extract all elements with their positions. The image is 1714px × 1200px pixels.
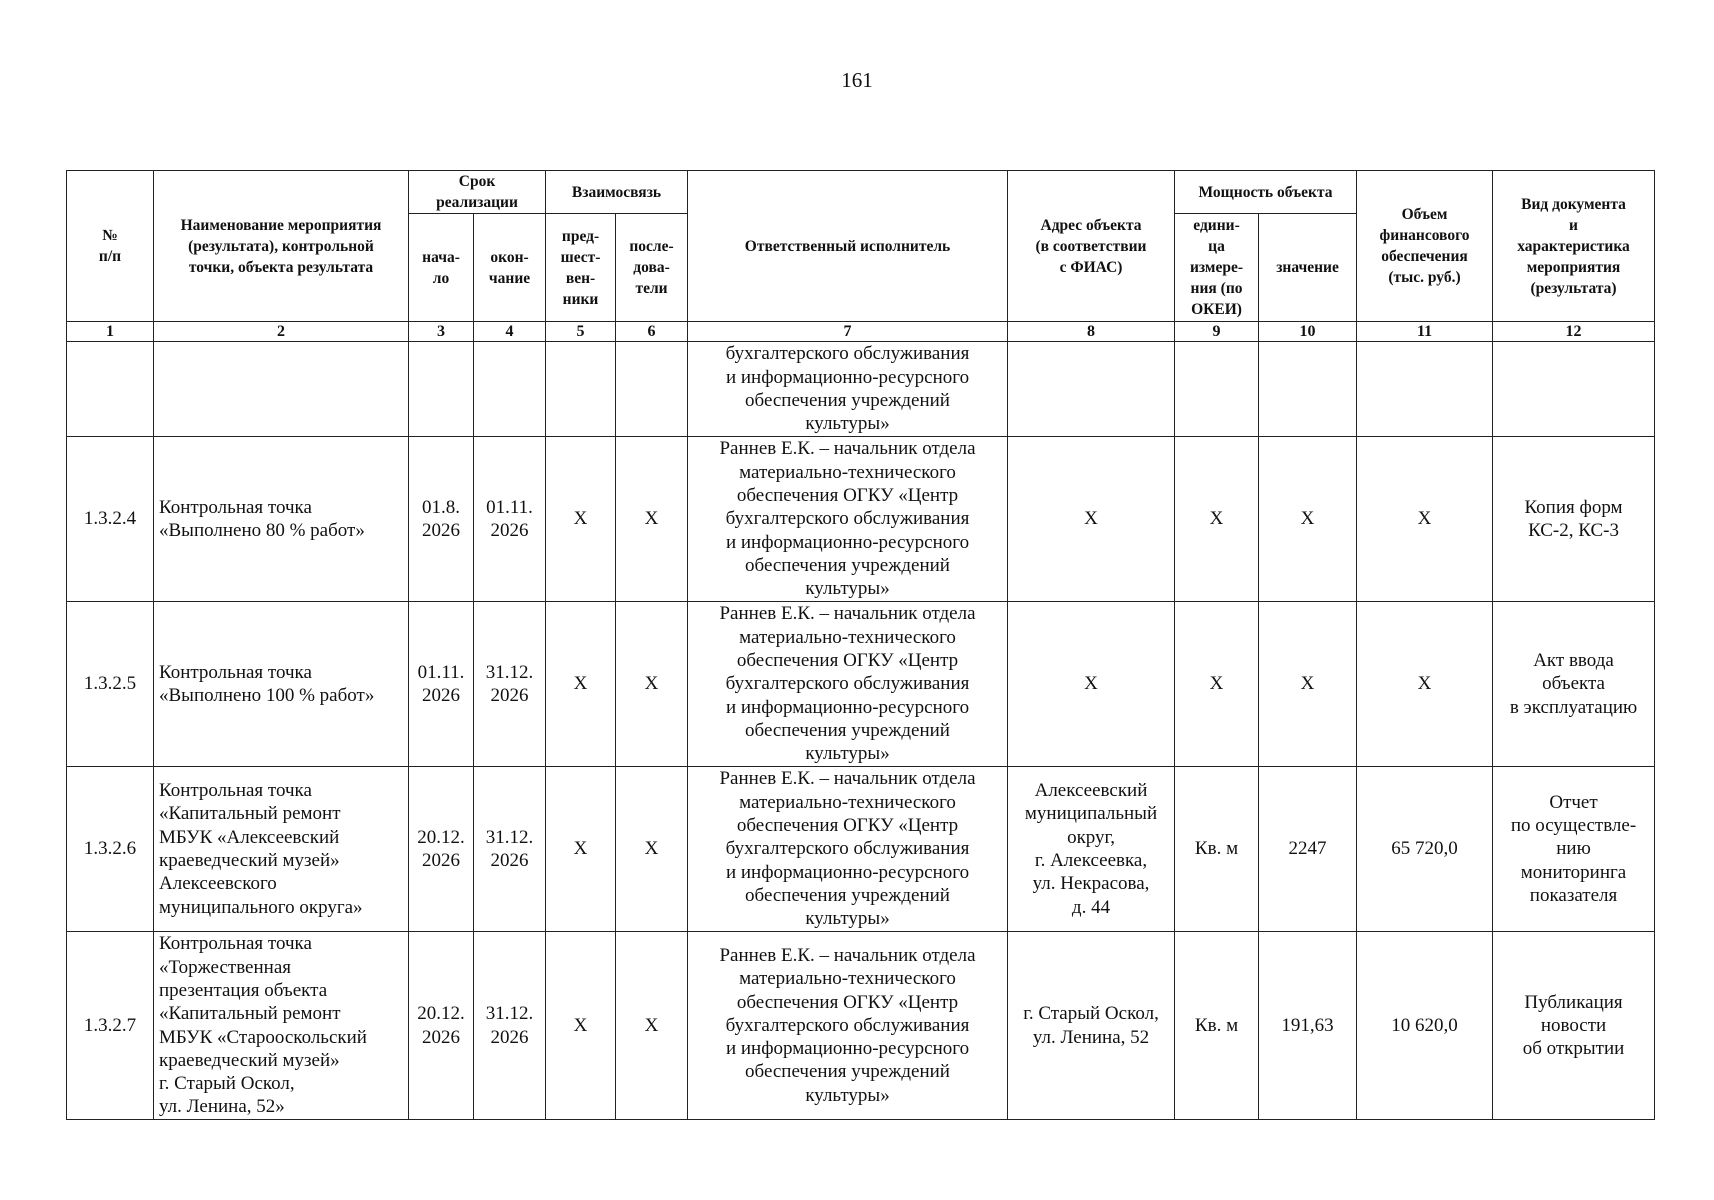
- cell-start: 01.11. 2026: [409, 602, 474, 767]
- column-number: 3: [409, 322, 474, 342]
- cell-name: [154, 342, 409, 437]
- cell-end: [474, 342, 546, 437]
- cell-end: 01.11. 2026: [474, 437, 546, 602]
- page-number: 161: [841, 68, 873, 92]
- cell-finance: X: [1357, 437, 1493, 602]
- cell-next: X: [616, 932, 688, 1120]
- cell-prev: X: [546, 932, 616, 1120]
- table-row: [67, 342, 1655, 437]
- column-number: 10: [1259, 322, 1357, 342]
- cell-document: Копия форм КС-2, КС-3: [1493, 437, 1655, 602]
- column-number: 6: [616, 322, 688, 342]
- column-number: 1: [67, 322, 154, 342]
- cell-name: Контрольная точка «Торжественная презентация объекта «Капитальный ремонт МБУК «Старооскольский краеведческий музей» г. Старый Оскол, ул. Ленина, 52»: [154, 932, 409, 1120]
- cell-unit: Кв. м: [1175, 932, 1259, 1120]
- cell-num: 1.3.2.7: [67, 932, 154, 1120]
- cell-address: Алексеевский муниципальный округ, г. Алексеевка, ул. Некрасова, д. 44: [1008, 767, 1175, 932]
- header-relation: Взаимосвязь: [546, 171, 688, 214]
- cell-next: X: [616, 767, 688, 932]
- header-relation-prev: пред- шест- вен- ники: [546, 214, 616, 322]
- cell-num: 1.3.2.6: [67, 767, 154, 932]
- cell-end: 31.12. 2026: [474, 932, 546, 1120]
- cell-end: 31.12. 2026: [474, 602, 546, 767]
- cell-document: Акт ввода объекта в эксплуатацию: [1493, 602, 1655, 767]
- table-header: [67, 171, 1655, 342]
- cell-start: [409, 342, 474, 437]
- column-number: 11: [1357, 322, 1493, 342]
- cell-address: X: [1008, 437, 1175, 602]
- header-num: № п/п: [67, 171, 154, 322]
- cell-prev: [546, 342, 616, 437]
- cell-document: [1493, 342, 1655, 437]
- cell-num: [67, 342, 154, 437]
- cell-start: 01.8. 2026: [409, 437, 474, 602]
- cell-value: 191,63: [1259, 932, 1357, 1120]
- cell-finance: [1357, 342, 1493, 437]
- cell-address: г. Старый Оскол, ул. Ленина, 52: [1008, 932, 1175, 1120]
- cell-name: Контрольная точка «Выполнено 80 % работ»: [154, 437, 409, 602]
- table-body: [67, 342, 1655, 1120]
- cell-name: Контрольная точка «Выполнено 100 % работ»: [154, 602, 409, 767]
- header-address: Адрес объекта (в соответствии с ФИАС): [1008, 171, 1175, 322]
- cell-value: X: [1259, 437, 1357, 602]
- cell-value: X: [1259, 602, 1357, 767]
- cell-num: 1.3.2.4: [67, 437, 154, 602]
- header-period: Срок реализации: [409, 171, 546, 214]
- header-capacity-unit: едини- ца измере- ния (по ОКЕИ): [1175, 214, 1259, 322]
- cell-prev: X: [546, 602, 616, 767]
- column-number: 8: [1008, 322, 1175, 342]
- table-row: [67, 932, 1655, 1120]
- header-period-start: нача- ло: [409, 214, 474, 322]
- cell-executor: бухгалтерского обслуживания и информационно-ресурсного обеспечения учреждений культуры»: [688, 342, 1008, 437]
- cell-finance: 65 720,0: [1357, 767, 1493, 932]
- cell-name: Контрольная точка «Капитальный ремонт МБУК «Алексеевский краеведческий музей» Алексеевского муниципального округа»: [154, 767, 409, 932]
- column-number: 5: [546, 322, 616, 342]
- header-period-end: окон- чание: [474, 214, 546, 322]
- column-number: 7: [688, 322, 1008, 342]
- header-relation-next: после- дова- тели: [616, 214, 688, 322]
- cell-executor: Раннев Е.К. – начальник отдела материально-технического обеспечения ОГКУ «Центр бухгалтерского обслуживания и информационно-ресурсного обеспечения учреждений культуры»: [688, 767, 1008, 932]
- cell-executor: Раннев Е.К. – начальник отдела материально-технического обеспечения ОГКУ «Центр бухгалтерского обслуживания и информационно-ресурсного обеспечения учреждений культуры»: [688, 602, 1008, 767]
- header-finance: Объем финансового обеспечения (тыс. руб.): [1357, 171, 1493, 322]
- cell-start: 20.12. 2026: [409, 767, 474, 932]
- column-number: 4: [474, 322, 546, 342]
- cell-start: 20.12. 2026: [409, 932, 474, 1120]
- cell-document: Отчет по осуществле- нию мониторинга показателя: [1493, 767, 1655, 932]
- cell-unit: X: [1175, 437, 1259, 602]
- cell-next: X: [616, 602, 688, 767]
- cell-num: 1.3.2.5: [67, 602, 154, 767]
- cell-prev: X: [546, 437, 616, 602]
- cell-unit: Кв. м: [1175, 767, 1259, 932]
- cell-prev: X: [546, 767, 616, 932]
- cell-unit: X: [1175, 602, 1259, 767]
- header-name: Наименование мероприятия (результата), контрольной точки, объекта результата: [154, 171, 409, 322]
- header-capacity-value: значение: [1259, 214, 1357, 322]
- table-row: [67, 602, 1655, 767]
- column-number: 12: [1493, 322, 1655, 342]
- column-number: 2: [154, 322, 409, 342]
- header-capacity: Мощность объекта: [1175, 171, 1357, 214]
- cell-next: X: [616, 437, 688, 602]
- cell-end: 31.12. 2026: [474, 767, 546, 932]
- cell-finance: 10 620,0: [1357, 932, 1493, 1120]
- cell-executor: Раннев Е.К. – начальник отдела материально-технического обеспечения ОГКУ «Центр бухгалтерского обслуживания и информационно-ресурсного обеспечения учреждений культуры»: [688, 437, 1008, 602]
- table-row: [67, 767, 1655, 932]
- cell-document: Публикация новости об открытии: [1493, 932, 1655, 1120]
- header-executor: Ответственный исполнитель: [688, 171, 1008, 322]
- column-number: 9: [1175, 322, 1259, 342]
- plan-table: [66, 170, 1655, 1120]
- cell-address: X: [1008, 602, 1175, 767]
- column-number-row: [67, 322, 1655, 342]
- header-document: Вид документа и характеристика мероприятия (результата): [1493, 171, 1655, 322]
- cell-finance: X: [1357, 602, 1493, 767]
- cell-value: [1259, 342, 1357, 437]
- table-row: [67, 437, 1655, 602]
- cell-value: 2247: [1259, 767, 1357, 932]
- cell-unit: [1175, 342, 1259, 437]
- cell-address: [1008, 342, 1175, 437]
- cell-executor: Раннев Е.К. – начальник отдела материально-технического обеспечения ОГКУ «Центр бухгалтерского обслуживания и информационно-ресурсного обеспечения учреждений культуры»: [688, 932, 1008, 1120]
- cell-next: [616, 342, 688, 437]
